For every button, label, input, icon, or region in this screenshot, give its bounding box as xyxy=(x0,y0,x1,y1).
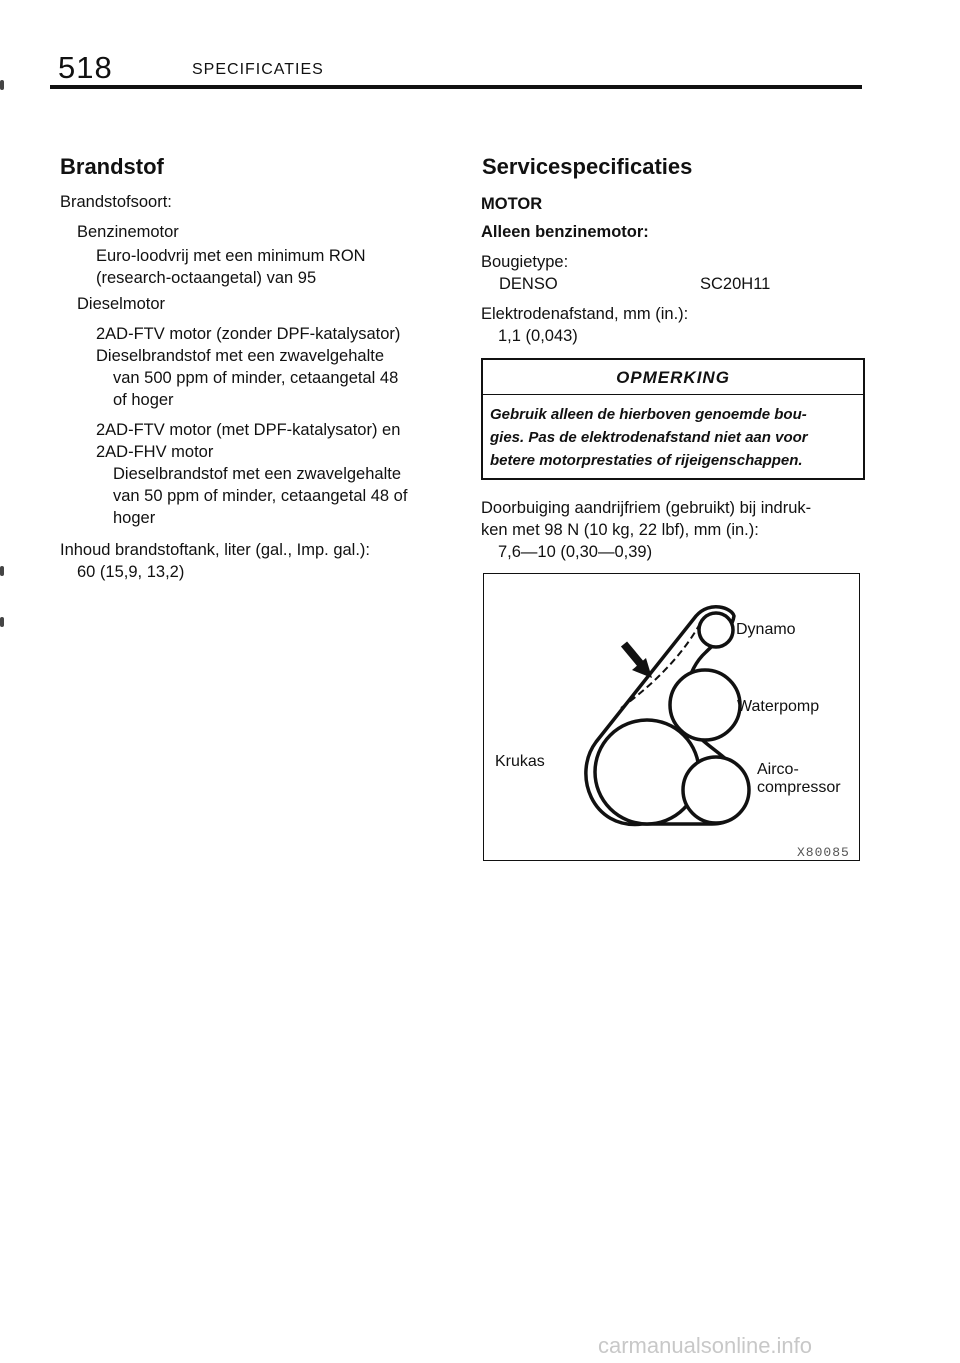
fuel-type-label: Brandstofsoort: xyxy=(60,193,172,211)
waterpump-pulley xyxy=(670,670,740,740)
press-arrow-icon xyxy=(624,644,652,678)
label-airco-1: Airco- xyxy=(757,761,799,778)
note-title: OPMERKING xyxy=(483,360,863,395)
section-title: SPECIFICATIES xyxy=(192,61,324,78)
diesel-case2-detail-2: van 50 ppm of minder, cetaangetal 48 of xyxy=(113,487,408,505)
petrol-only-label: Alleen benzinemotor: xyxy=(481,223,649,241)
petrol-label: Benzinemotor xyxy=(77,223,179,241)
belt-line-2: ken met 98 N (10 kg, 22 lbf), mm (in.): xyxy=(481,521,759,539)
belt-diagram xyxy=(483,573,860,861)
petrol-line-2: (research‑octaangetal) van 95 xyxy=(96,269,317,287)
edge-mark xyxy=(0,80,4,90)
plug-brand: DENSO xyxy=(499,275,558,293)
note-box xyxy=(481,358,865,480)
plug-code: SC20H11 xyxy=(700,275,771,293)
diesel-case2-line-2: 2AD‑FHV motor xyxy=(96,443,214,461)
belt-line-1: Doorbuiging aandrijfriem (gebruikt) bij indruk- xyxy=(481,499,812,517)
engine-label: MOTOR xyxy=(481,195,543,213)
note-line-3: betere motorprestaties of rijeigenschappen. xyxy=(490,452,803,469)
crankshaft-pulley xyxy=(595,720,699,824)
edge-mark xyxy=(0,566,4,576)
label-dynamo: Dynamo xyxy=(736,621,796,638)
belt-drawing xyxy=(484,574,861,862)
airco-pulley xyxy=(683,757,749,823)
label-krukas: Krukas xyxy=(495,753,545,770)
petrol-line-1: Euro‑loodvrij met een minimum RON xyxy=(96,247,366,265)
fuel-heading: Brandstof xyxy=(60,154,164,179)
diesel-case1-line-2: Dieselbrandstof met een zwavelgehalte xyxy=(96,347,385,365)
header-rule xyxy=(50,85,862,89)
diesel-case1-detail-2: of hoger xyxy=(113,391,174,409)
tank-value: 60 (15,9, 13,2) xyxy=(77,563,185,581)
dynamo-pulley xyxy=(699,613,733,647)
note-line-1: Gebruik alleen de hierboven genoemde bou- xyxy=(490,406,807,423)
watermark: carmanualsonline.info xyxy=(598,1333,813,1358)
edge-mark xyxy=(0,617,4,627)
belt-value: 7,6—10 (0,30—0,39) xyxy=(498,543,653,561)
diesel-label: Dieselmotor xyxy=(77,295,166,313)
gap-value: 1,1 (0,043) xyxy=(498,327,578,345)
diesel-case1-detail-1: van 500 ppm of minder, cetaangetal 48 xyxy=(113,369,399,387)
page-number: 518 xyxy=(58,50,113,85)
left-column xyxy=(60,154,164,180)
plug-label: Bougietype: xyxy=(481,253,569,271)
tank-label: Inhoud brandstoftank, liter (gal., Imp. gal.): xyxy=(60,541,370,559)
label-waterpump: Waterpomp xyxy=(737,698,820,715)
diesel-case2-detail-3: hoger xyxy=(113,509,156,527)
diesel-case2-line-1: 2AD‑FTV motor (met DPF‑katalysator) en xyxy=(96,421,401,439)
diesel-case2-detail-1: Dieselbrandstof met een zwavelgehalte xyxy=(113,465,402,483)
service-heading: Servicespecificaties xyxy=(482,154,693,179)
label-airco-2: compressor xyxy=(757,779,841,796)
note-body xyxy=(483,395,863,472)
gap-label: Elektrodenafstand, mm (in.): xyxy=(481,305,689,323)
note-line-2: gies. Pas de elektrodenafstand niet aan voor xyxy=(490,429,808,446)
diesel-case1-line-1: 2AD‑FTV motor (zonder DPF‑katalysator) xyxy=(96,325,401,343)
figure-code: X80085 xyxy=(797,845,850,860)
